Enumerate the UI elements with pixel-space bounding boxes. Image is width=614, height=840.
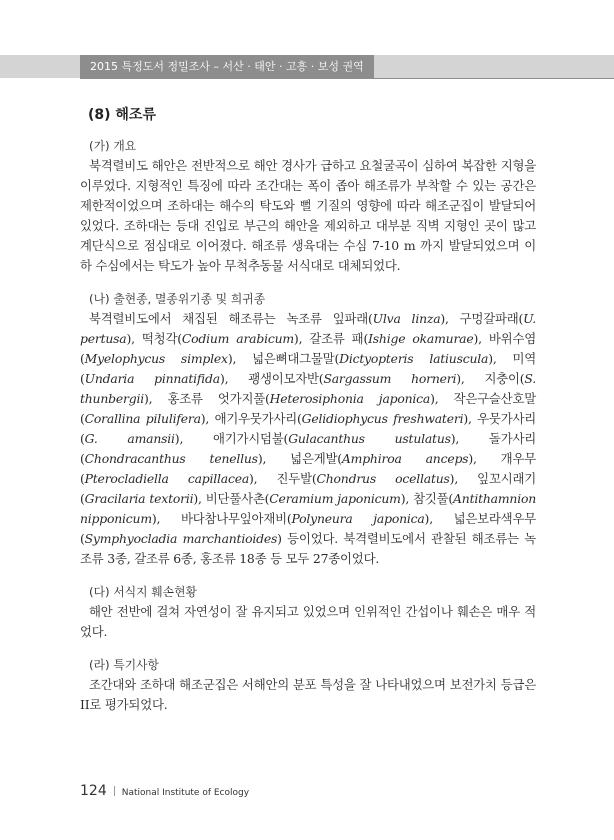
paragraph-remarks: 조간대와 조하대 해조군집은 서해안의 분포 특성을 잘 나타내었으며 보전가치 등급은 II로 평가되었다.	[80, 677, 536, 712]
paragraph-habitat-damage: 해안 전반에 걸쳐 자연성이 잘 유지되고 있었으며 인위적인 간섭이나 훼손은 매우 적었다.	[80, 604, 536, 639]
body-content	[80, 136, 536, 715]
subsection-heading-species: (나) 출현종, 멸종위기종 및 희귀종	[89, 292, 266, 306]
running-title: 2015 특정도서 정밀조사 – 서산 · 태안 · 고흥 · 보성 권역	[80, 55, 374, 78]
footer-separator	[114, 786, 115, 796]
organization-name: National Institute of Ecology	[121, 788, 250, 798]
subsection-heading-remarks: (라) 특기사항	[89, 658, 159, 672]
page-footer	[80, 780, 249, 799]
paragraph-species: 북격렬비도에서 채집된 해조류는 녹조류 잎파래(Ulva linza), 구멍갈파래(U. pertusa), 떡청각(Codium arabicum), 갈조류 패(Ishige okamurae), 바위수염(Myelophycus simplex), 넓은뼈대그물말(Dictyopteris latiuscula), 미역(Undaria pinnatifida), 괭생이모자반(Sargassum horneri), 지충이(S. thunbergii), 홍조류 엇가지풀(Heterosiphonia japonica), 작은구슬산호말(Corallina pilulifera), 애기우뭇가사리(Gelidiophycus freshwateri), 우뭇가사리(G. amansii), 애기가시덤불(Gulacanthus ustulatus), 돌가사리(Chondracanthus tenellus), 넓은게발(Amphiroa anceps), 개우무(Pterocladiella capillacea), 진두발(Chondrus ocellatus), 잎꼬시래기(Gracilaria textorii), 비단풀사촌(Ceramium japonicum), 참깃풀(Antithamnion nipponicum), 바다참나무잎아재비(Polyneura japonica), 넓은보라색우무(Symphyocladia marchantioides) 등이었다. 북격렬비도에서 관찰된 해조류는 녹조류 3종, 갈조류 6종, 홍조류 18종 등 모두 27종이었다.	[80, 311, 537, 566]
header-rule	[80, 78, 614, 79]
subsection-heading-overview: (가) 개요	[89, 139, 137, 153]
page-number: 124	[80, 783, 107, 799]
subsection-heading-habitat-damage: (다) 서식지 훼손현황	[89, 585, 197, 599]
section-title: (8) 해조류	[88, 107, 156, 123]
paragraph-overview: 북격렬비도 해안은 전반적으로 해안 경사가 급하고 요철굴곡이 심하여 복잡한 지형을 이루었다. 지형적인 특징에 따라 조간대는 폭이 좁아 해조류가 부착할 수 있는 공간은 제한적이었으며 조하대는 해수의 탁도와 뻘 기질의 영향에 따라 해조군집이 발달되어 있었다. 조하대는 등대 진입로 부근의 해안을 제외하고 대부분 직벽 지형인 곳이 많고 계단식으로 점심대로 이어졌다. 해조류 생육대는 수심 7-10 m 까지 발달되었으며 이하 수심에서는 탁도가 높아 무척추동물 서식대로 대체되었다.	[80, 158, 536, 273]
